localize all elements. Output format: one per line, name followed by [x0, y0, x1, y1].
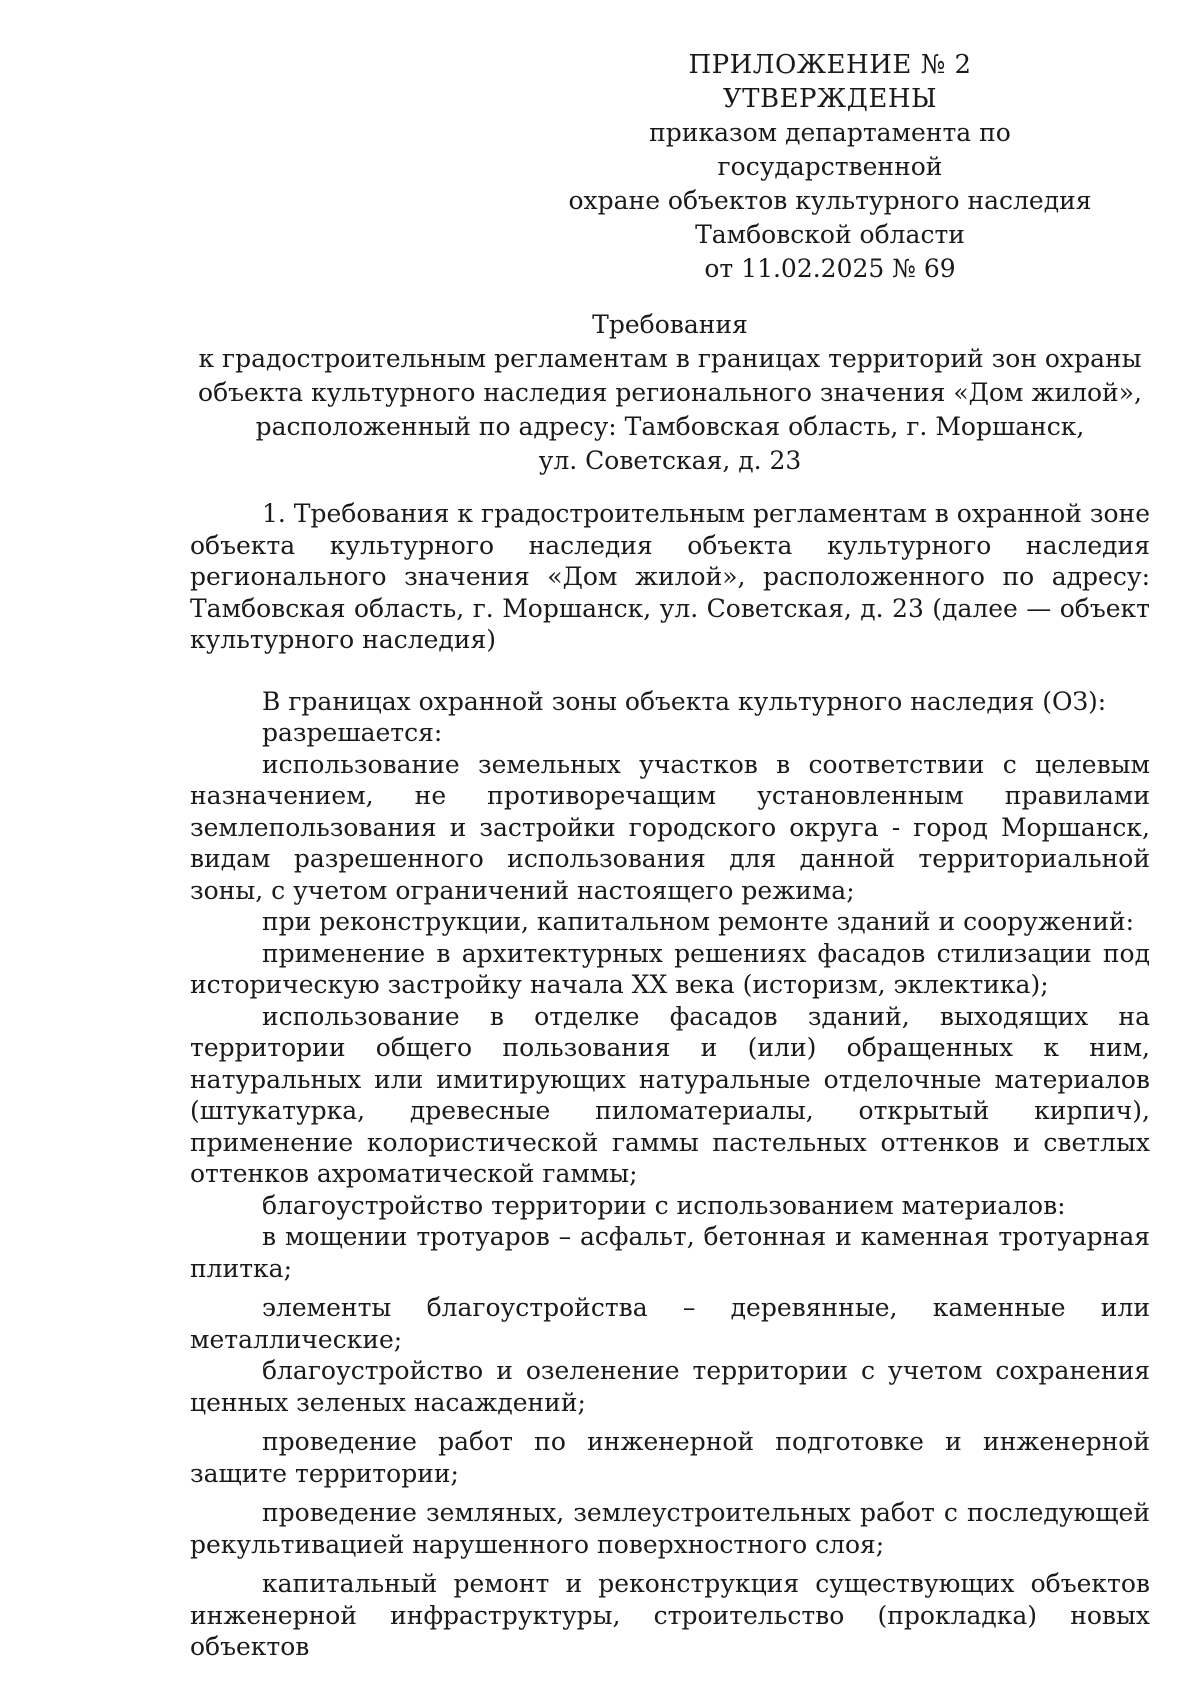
approval-line-3: Тамбовской области: [695, 220, 965, 249]
document-title: [190, 308, 1150, 478]
paragraph-13: проведение земляных, землеустроительных работ с последующей рекультивацией нарушенного поверхностного слоя;: [190, 1498, 1150, 1559]
paragraph-2: В границах охранной зоны объекта культурного наследия (ОЗ):: [262, 686, 1107, 716]
paragraph-9: в мощении тротуаров – асфальт, бетонная и каменная тротуарная плитка;: [190, 1222, 1150, 1283]
paragraph-5: при реконструкции, капитальном ремонте зданий и сооружений:: [262, 907, 1135, 936]
annex-number: ПРИЛОЖЕНИЕ № 2: [688, 50, 972, 80]
title-line-4: ул. Советская, д. 23: [538, 446, 802, 475]
title-line-3: расположенный по адресу: Тамбовская область, г. Моршанск,: [255, 412, 1085, 441]
paragraph-4: использование земельных участков в соответствии с целевым назначением, не противоречащим установленным правилами землепользования и застройки городского округа - город Моршанск, видам разрешенного использования для данной территориальной зоны, с учетом ограничений настоящего режима;: [190, 749, 1150, 905]
approval-order-date: от 11.02.2025 № 69: [704, 254, 956, 283]
title-line-1: к градостроительным регламентам в границах территорий зон охраны: [198, 344, 1142, 373]
title-heading: Требования: [592, 310, 748, 339]
approval-stamp-block: [540, 48, 1120, 286]
approval-line-1: приказом департамента по государственной: [649, 118, 1011, 181]
paragraph-10: элементы благоустройства – деревянные, каменные или металлические;: [190, 1293, 1150, 1354]
title-line-2: объекта культурного наследия регионального значения «Дом жилой»,: [198, 378, 1142, 407]
document-body: [190, 498, 1150, 1663]
paragraph-11: благоустройство и озеленение территории с учетом сохранения ценных зеленых насаждений;: [190, 1356, 1150, 1417]
paragraph-8: благоустройство территории с использованием материалов:: [262, 1190, 1066, 1220]
paragraph-3: разрешается:: [262, 718, 443, 747]
approved-label: УТВЕРЖДЕНЫ: [722, 84, 938, 114]
paragraph-12: проведение работ по инженерной подготовке и инженерной защите территории;: [190, 1427, 1150, 1488]
paragraph-14: капитальный ремонт и реконструкция существующих объектов инженерной инфраструктуры, строительство (прокладка) новых объектов: [190, 1569, 1150, 1661]
approval-line-2: охране объектов культурного наследия: [568, 186, 1092, 215]
paragraph-7: использование в отделке фасадов зданий, выходящих на территории общего пользования и (или) обращенных к ним, натуральных или имитирующих натуральные отделочные материалов (штукатурка, древесные пиломатериалы, открытый кирпич), применение колористической гаммы пастельных оттенков и светлых оттенков ахроматической гаммы;: [190, 1001, 1150, 1188]
paragraph-6: применение в архитектурных решениях фасадов стилизации под историческую застройку начала XX века (историзм, эклектика);: [190, 938, 1150, 999]
paragraph-1: 1. Требования к градостроительным регламентам в охранной зоне объекта культурного наследия объекта культурного наследия регионального значения «Дом жилой», расположенного по адресу: Тамбовская область, г. Моршанск, ул. Советская, д. 23 (далее — объект культурного наследия): [190, 499, 1150, 654]
